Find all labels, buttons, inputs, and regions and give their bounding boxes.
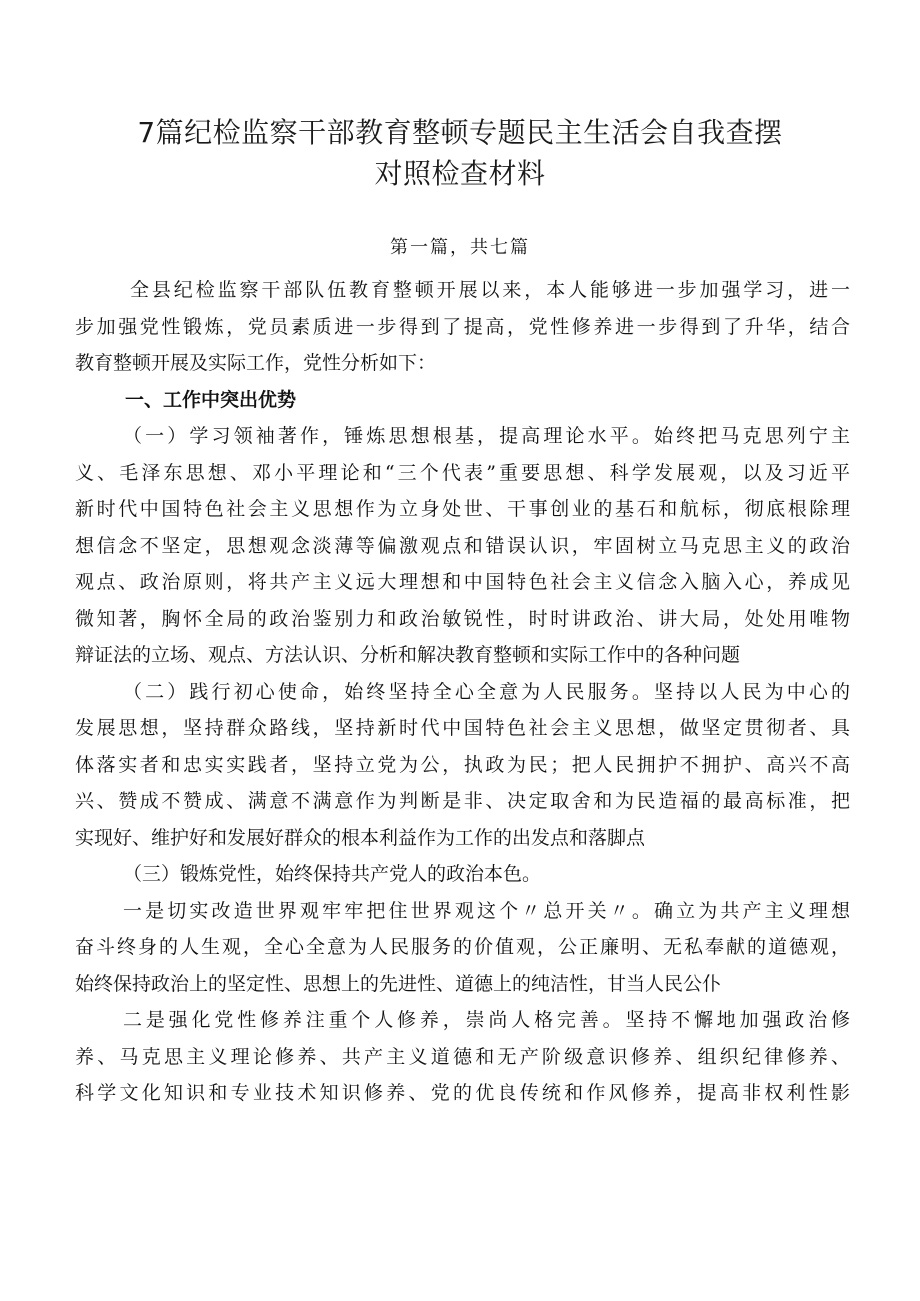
paragraph-line: （三）锻炼党性，始终保持共产党人的政治本色。 [123,863,542,885]
paragraph-line: 教育整顿开展及实际工作，党性分析如下： [75,352,437,374]
paragraph-line: 兴、赞成不赞成、满意不满意作为判断是非、决定取舍和为民造福的最高标准，把 [75,790,850,812]
section-heading: 一、工作中突出优势 [125,388,297,411]
paragraph-line: 科学文化知识和专业技术知识修养、党的优良传统和作风修养，提高非权利性影 [75,1082,850,1104]
document-body [75,272,850,1112]
document-subtitle: 第一篇，共七篇 [390,237,530,258]
paragraph-line: 微知著，胸怀全局的政治鉴别力和政治敏锐性，时时讲政治、讲大局，处处用唯物 [75,607,850,630]
paragraph-line: 养、马克思主义理论修养、共产主义道德和无产阶级意识修养、组织纪律修养、 [75,1045,850,1068]
paragraph-line: 义、毛泽东思想、邓小平理论和“三个代表”重要思想、科学发展观，以及习近平 [75,461,850,484]
paragraph-line: 二是强化党性修养注重个人修养，崇尚人格完善。坚持不懈地加强政治修 [123,1009,850,1031]
paragraph-line: （二）践行初心使命，始终坚持全心全意为人民服务。坚持以人民为中心的 [123,680,850,703]
document-title [0,112,920,194]
paragraph-line: 体落实者和忠实实践者，坚持立党为公，执政为民；把人民拥护不拥护、高兴不高 [75,753,850,776]
paragraph-line: 全县纪检监察干部队伍教育整顿开展以来，本人能够进一步加强学习，进一 [130,279,850,301]
title-line-1: 7篇纪检监察干部教育整顿专题民主生活会自我查摆 [137,116,783,149]
paragraph-line: 实现好、维护好和发展好群众的根本利益作为工作的出发点和落脚点 [75,826,646,849]
paragraph-line: （一）学习领袖著作，锤炼思想根基，提高理论水平。始终把马克思列宁主 [123,425,850,447]
paragraph-line: 步加强党性锻炼，党员素质进一步得到了提高，党性修养进一步得到了升华，结合 [75,315,850,338]
paragraph-line: 想信念不坚定，思想观念淡薄等偏激观点和错误认识，牢固树立马克思主义的政治 [75,534,850,557]
paragraph-line: 发展思想，坚持群众路线，坚持新时代中国特色社会主义思想，做坚定贯彻者、具 [75,717,850,739]
paragraph-line: 奋斗终身的人生观，全心全意为人民服务的价值观，公正廉明、无私奉献的道德观， [75,936,850,958]
paragraph-line: 辩证法的立场、观点、方法认识、分析和解决教育整顿和实际工作中的各种问题 [75,644,741,666]
paragraph-line: 始终保持政治上的坚定性、思想上的先进性、道德上的纯洁性，甘当人民公仆 [75,972,722,995]
title-line-2: 对照检查材料 [374,157,546,190]
paragraph-line: 观点、政治原则，将共产主义远大理想和中国特色社会主义信念入脑入心，养成见 [75,571,850,593]
paragraph-line: 一是切实改造世界观牢牢把住世界观这个〃总开关〃。确立为共产主义理想 [123,899,850,922]
paragraph-line: 新时代中国特色社会主义思想作为立身处世、干事创业的基石和航标，彻底根除理 [75,498,850,520]
